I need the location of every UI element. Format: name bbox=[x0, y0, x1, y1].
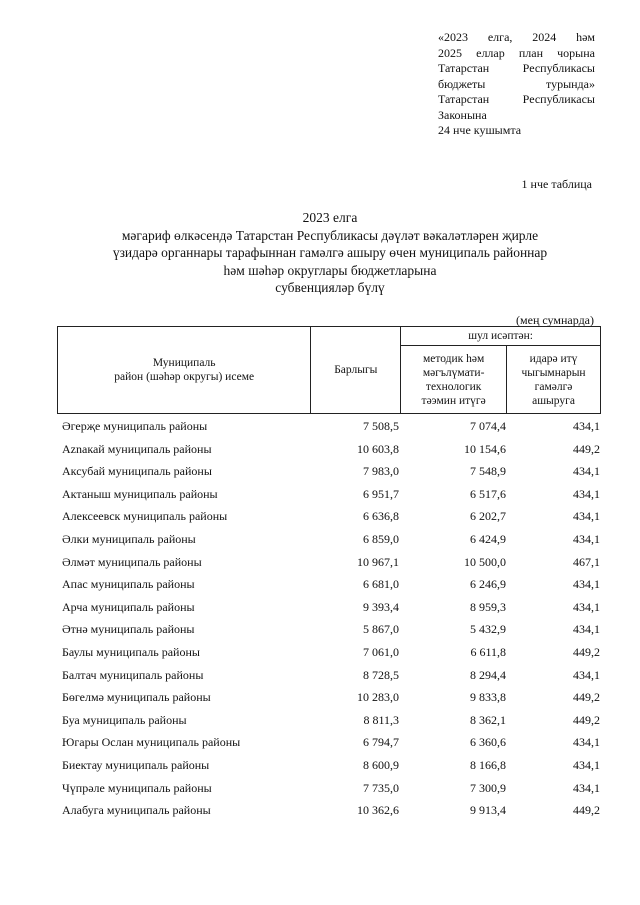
document-title bbox=[50, 209, 610, 297]
table-row bbox=[62, 417, 602, 440]
methodical-value: 10 154,6 bbox=[464, 441, 506, 456]
table-row bbox=[62, 485, 602, 508]
table-row bbox=[62, 507, 602, 530]
methodical-value: 9 913,4 bbox=[470, 803, 506, 818]
total-value: 6 681,0 bbox=[363, 577, 399, 592]
total-value: 10 283,0 bbox=[357, 690, 399, 705]
table-row bbox=[62, 620, 602, 643]
header-total: Барлыгы bbox=[311, 327, 401, 414]
methodical-value: 6 202,7 bbox=[470, 509, 506, 524]
law-reference-line: 2025 еллар план чорына bbox=[438, 45, 595, 60]
municipality-name: Балтач муниципаль районы bbox=[62, 667, 204, 682]
table-row bbox=[62, 643, 602, 666]
header-municipality: Муниципаль район (шәһәр округы) исеме bbox=[58, 327, 311, 414]
header-management: идарә итү чыгымнарын гамәлгә ашыруга bbox=[507, 346, 601, 414]
table-row bbox=[62, 440, 602, 463]
municipality-name: Бөгелмә муниципаль районы bbox=[62, 690, 211, 705]
total-value: 6 794,7 bbox=[363, 735, 399, 750]
title-year: 2023 елга bbox=[302, 210, 358, 225]
total-value: 10 603,8 bbox=[357, 441, 399, 456]
unit-note: (мең сумнарда) bbox=[516, 313, 594, 327]
management-value: 434,1 bbox=[573, 780, 600, 795]
municipality-name: Югары Ослан муниципаль районы bbox=[62, 735, 241, 750]
table-row bbox=[62, 553, 602, 576]
municipality-name: Биектау муниципаль районы bbox=[62, 757, 210, 772]
total-value: 9 393,4 bbox=[363, 599, 399, 614]
management-value: 467,1 bbox=[573, 554, 600, 569]
law-reference-line: Татарстан Республикасы bbox=[438, 61, 595, 75]
management-value: 434,1 bbox=[573, 577, 600, 592]
management-value: 434,1 bbox=[573, 531, 600, 546]
table-row bbox=[62, 756, 602, 779]
title-line: һәм шәһәр округлары бюджетларына bbox=[223, 262, 437, 278]
table-row bbox=[62, 666, 602, 689]
municipality-name: Чүпрәле муниципаль районы bbox=[62, 780, 212, 795]
management-value: 449,2 bbox=[573, 690, 600, 705]
title-line: субвенцияләр бүлү bbox=[275, 280, 385, 295]
law-reference-line: 24 нче кушымта bbox=[438, 123, 522, 137]
total-value: 8 600,9 bbox=[363, 757, 399, 772]
methodical-value: 5 432,9 bbox=[470, 622, 506, 637]
methodical-value: 6 611,8 bbox=[470, 644, 506, 659]
municipality-name: Әлки муниципаль районы bbox=[62, 531, 196, 546]
total-value: 6 951,7 bbox=[363, 486, 399, 501]
municipality-name: Буа муниципаль районы bbox=[62, 712, 187, 727]
methodical-value: 6 246,9 bbox=[470, 577, 506, 592]
methodical-value: 6 360,6 bbox=[470, 735, 506, 750]
total-value: 7 983,0 bbox=[363, 464, 399, 479]
table-row bbox=[62, 575, 602, 598]
total-value: 8 728,5 bbox=[363, 667, 399, 682]
management-value: 434,1 bbox=[573, 599, 600, 614]
management-value: 449,2 bbox=[573, 712, 600, 727]
table-row bbox=[62, 598, 602, 621]
management-value: 449,2 bbox=[573, 644, 600, 659]
management-value: 434,1 bbox=[573, 464, 600, 479]
total-value: 7 735,0 bbox=[363, 780, 399, 795]
methodical-value: 8 294,4 bbox=[470, 667, 506, 682]
title-line: үзидарә органнары тарафыннан гамәлгә ашыру өчен муниципаль районнар bbox=[112, 245, 548, 260]
municipality-name: Аznакай муниципаль районы bbox=[62, 441, 212, 456]
methodical-value: 6 517,6 bbox=[470, 486, 506, 501]
methodical-value: 10 500,0 bbox=[464, 554, 506, 569]
table-header bbox=[57, 326, 601, 414]
management-value: 449,2 bbox=[573, 803, 600, 818]
table-row bbox=[62, 801, 602, 824]
methodical-value: 7 548,9 bbox=[470, 464, 506, 479]
title-line: мәгариф өлкәсендә Татарстан Республикасы дәүләт вәкаләтләрен җирле bbox=[121, 227, 539, 243]
management-value: 434,1 bbox=[573, 667, 600, 682]
table-row bbox=[62, 462, 602, 485]
methodical-value: 8 959,3 bbox=[470, 599, 506, 614]
municipality-name: Аксубай муниципаль районы bbox=[62, 464, 212, 479]
law-reference-line: Законына bbox=[438, 107, 487, 122]
management-value: 434,1 bbox=[573, 486, 600, 501]
header-including: шул исәптән: bbox=[401, 327, 601, 346]
table-row bbox=[62, 733, 602, 756]
management-value: 449,2 bbox=[573, 441, 600, 456]
management-value: 434,1 bbox=[573, 757, 600, 772]
municipality-name: Арча муниципаль районы bbox=[62, 599, 195, 614]
municipality-name: Актаныш муниципаль районы bbox=[62, 486, 218, 501]
total-value: 7 061,0 bbox=[363, 644, 399, 659]
total-value: 10 967,1 bbox=[357, 554, 399, 569]
municipality-name: Әлмәт муниципаль районы bbox=[62, 554, 202, 569]
methodical-value: 6 424,9 bbox=[470, 531, 506, 546]
total-value: 5 867,0 bbox=[363, 622, 399, 637]
methodical-value: 7 074,4 bbox=[470, 419, 506, 433]
management-value: 434,1 bbox=[573, 419, 600, 433]
management-value: 434,1 bbox=[573, 622, 600, 637]
methodical-value: 8 166,8 bbox=[470, 757, 506, 772]
header-methodical: методик һәм мәгълүмати- технологик тәэмин итүгә bbox=[401, 346, 507, 414]
total-value: 10 362,6 bbox=[357, 803, 399, 818]
methodical-value: 8 362,1 bbox=[470, 712, 506, 727]
total-value: 6 859,0 bbox=[363, 531, 399, 546]
municipality-name: Баулы муниципаль районы bbox=[62, 644, 200, 659]
municipality-name: Апас муниципаль районы bbox=[62, 577, 195, 592]
methodical-value: 9 833,8 bbox=[470, 690, 506, 705]
table-row bbox=[62, 711, 602, 734]
law-reference-line: бюджеты турында» bbox=[438, 76, 595, 91]
municipality-name: Әтнә муниципаль районы bbox=[62, 622, 195, 637]
management-value: 434,1 bbox=[573, 509, 600, 524]
total-value: 6 636,8 bbox=[363, 509, 399, 524]
management-value: 434,1 bbox=[573, 735, 600, 750]
municipality-name: Алексеевск муниципаль районы bbox=[62, 509, 228, 524]
table-row bbox=[62, 688, 602, 711]
table-number: 1 нче таблица bbox=[521, 177, 592, 191]
municipality-name: Алабуга муниципаль районы bbox=[62, 803, 211, 818]
law-reference-line: «2023 елга, 2024 һәм bbox=[438, 30, 595, 44]
table-row bbox=[62, 779, 602, 802]
law-reference bbox=[438, 30, 595, 139]
law-reference-line: Татарстан Республикасы bbox=[438, 92, 595, 106]
total-value: 8 811,3 bbox=[363, 712, 399, 727]
table-row bbox=[62, 530, 602, 553]
table-body bbox=[62, 417, 602, 824]
methodical-value: 7 300,9 bbox=[470, 780, 506, 795]
municipality-name: Әгерҗе муниципаль районы bbox=[62, 419, 208, 433]
total-value: 7 508,5 bbox=[363, 419, 399, 433]
